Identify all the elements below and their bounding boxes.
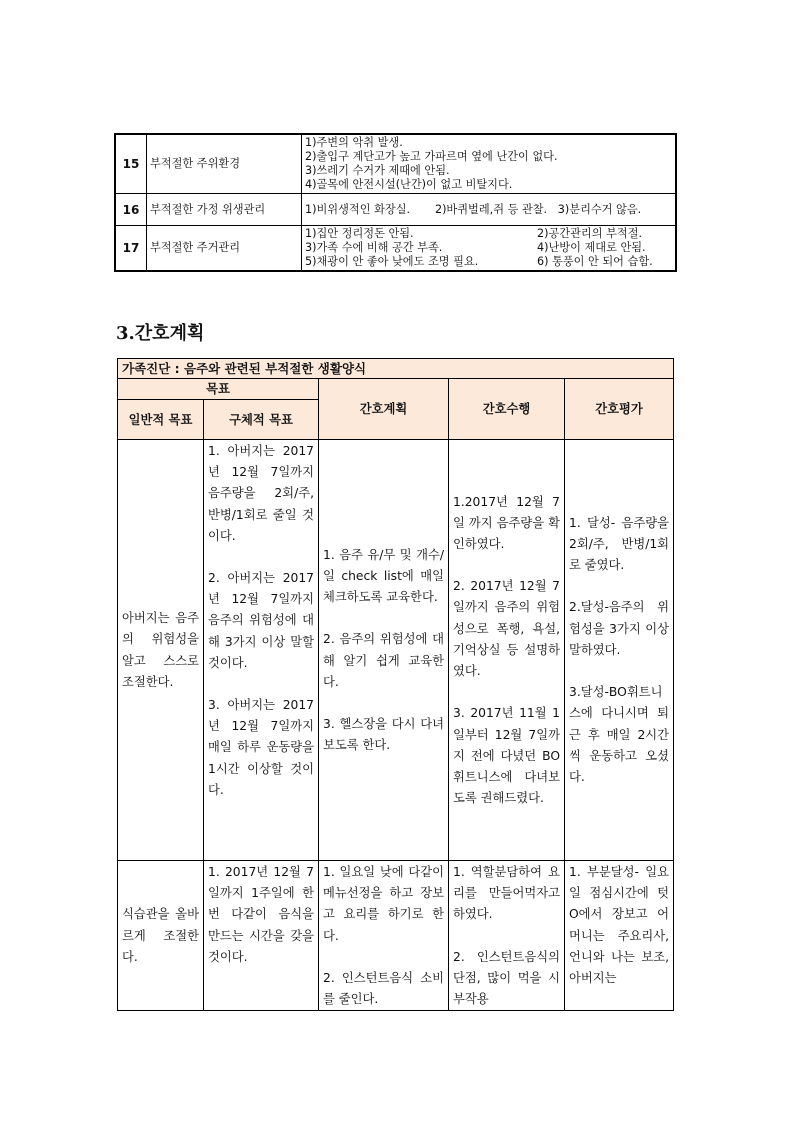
- table-row: [115, 134, 676, 194]
- detail-line: 6) 통풍이 안 되어 습함.: [537, 255, 653, 268]
- specific-goal-item: 3. 아버지는 2017년 12월 7일까지 매일 하루 운동량을 1시간 이상할 것이다.: [208, 698, 314, 797]
- detail-line: 1)집안 정리정돈 안됨.: [305, 227, 414, 240]
- specific-goal-item: 1. 2017년 12월 7일까지 1주일에 한번 다같이 음식을 만드는 시간을 갖을 것이다.: [208, 865, 314, 964]
- detail-line: 4)골목에 안전시설(난간)이 없고 비탈지다.: [305, 178, 513, 191]
- nursing-evaluation: [565, 861, 674, 1011]
- row-number: 16: [115, 194, 147, 226]
- general-goal-header: 일반적 목표: [118, 400, 204, 440]
- nursing-action: [449, 861, 565, 1011]
- nursing-plan-table: [117, 358, 674, 1011]
- row-detail: [302, 226, 677, 272]
- action-item: 2. 인스턴트음식의 단점, 많이 먹을 시 부작용: [453, 949, 560, 1007]
- table-row: [115, 226, 676, 272]
- plan-item: 2. 음주의 위험성에 대해 알기 쉽게 교육한다.: [323, 632, 444, 689]
- diagnosis-row: [118, 359, 674, 379]
- plan-header: 간호계획: [319, 379, 449, 440]
- row-item: 부적절한 주위환경: [147, 134, 302, 194]
- detail-line: 3)쓰레기 수거가 제때에 안됨.: [305, 164, 450, 177]
- action-item: 1.2017년 12월 7일 까지 음주량을 확인하였다.: [453, 494, 560, 552]
- specific-goal-item: 1. 아버지는 2017년 12월 7일까지 음주량을 2회/주, 반병/1회로 줄일 것이다.: [208, 444, 314, 543]
- evaluation-item: 1. 달성- 음주량을 2회/주, 반병/1회로 줄였다.: [569, 515, 670, 573]
- specific-goal-item: 2. 아버지는 2017년 12월 7일까지 음주의 위험성에 대해 3가지 이상 말할 것이다.: [208, 571, 314, 670]
- row-number: 17: [115, 226, 147, 272]
- action-header: 간호수행: [449, 379, 565, 440]
- evaluation-item: 1. 부분달성- 일요일 점심시간에 텃O에서 장보고 어머니는 주요리사, 언니와 나는 보조, 아버지는: [569, 865, 670, 986]
- family-diagnosis: 가족진단 : 음주와 관련된 부적절한 생활양식: [118, 359, 674, 379]
- evaluation-item: 2.달성-음주의 위험성을 3가지 이상 말하였다.: [569, 600, 670, 657]
- row-detail: [302, 194, 677, 226]
- table-row: [118, 440, 674, 861]
- detail-line: 2)출입구 계단고가 높고 가파르며 옆에 난간이 없다.: [305, 150, 558, 163]
- row-item: 부적절한 가정 위생관리: [147, 194, 302, 226]
- table-row: [115, 194, 676, 226]
- detail-line: 5)채광이 안 좋아 낮에도 조명 필요.: [305, 255, 479, 268]
- evaluation-header: 간호평가: [565, 379, 674, 440]
- nursing-plan: [319, 440, 449, 861]
- row-item: 부적절한 주거관리: [147, 226, 302, 272]
- row-number: 15: [115, 134, 147, 194]
- action-item: 3. 2017년 11월 1일부터 12월 7일까지 전에 다녔던 BO휘트니스에 다녀보도록 권해드렸다.: [453, 706, 560, 806]
- goal-header: 목표: [118, 379, 319, 400]
- plan-item: 3. 헬스장을 다시 다녀보도록 한다.: [323, 716, 444, 753]
- specific-goal: [204, 861, 319, 1011]
- header-row: [118, 379, 674, 400]
- plan-item: 1. 음주 유/무 및 개수/일 check list에 매일 체크하도록 교육한다.: [323, 547, 444, 605]
- specific-goal-header: 구체적 목표: [204, 400, 319, 440]
- plan-item: 2. 인스턴트음식 소비를 줄인다.: [323, 970, 444, 1007]
- detail-line: 4)난방이 제대로 안됨.: [537, 241, 646, 254]
- environment-table: [114, 133, 677, 272]
- evaluation-item: 3.달성-BO휘트니스에 다니시며 퇴근 후 매일 2시간씩 운동하고 오셨다.: [569, 685, 670, 784]
- general-goal: 아버지는 음주의 위험성을 알고 스스로 조절한다.: [118, 440, 204, 861]
- table-row: [118, 861, 674, 1011]
- nursing-evaluation: [565, 440, 674, 861]
- detail-line: 2)공간관리의 부적절.: [537, 227, 643, 240]
- row-detail: [302, 134, 677, 194]
- detail-line: 3)가족 수에 비해 공간 부족.: [305, 241, 443, 254]
- action-item: 1. 역할분담하여 요리를 만들어먹자고 하였다.: [453, 865, 560, 922]
- plan-item: 1. 일요일 낮에 다같이 메뉴선정을 하고 장보고 요리를 하기로 한다.: [323, 865, 444, 943]
- nursing-action: [449, 440, 565, 861]
- detail-line: 1)주변의 악취 발생.: [305, 136, 403, 149]
- section-title: 3.간호계획: [116, 323, 205, 344]
- general-goal: 식습관을 올바르게 조절한다.: [118, 861, 204, 1011]
- detail-line: 1)비위생적인 화장실. 2)바퀴벌레,쥐 등 관찰. 3)분리수거 않음.: [305, 202, 642, 216]
- specific-goal: [204, 440, 319, 861]
- nursing-plan: [319, 861, 449, 1011]
- action-item: 2. 2017년 12월 7일까지 음주의 위험성으로 폭행, 욕설, 기억상실 등 설명하였다.: [453, 579, 560, 679]
